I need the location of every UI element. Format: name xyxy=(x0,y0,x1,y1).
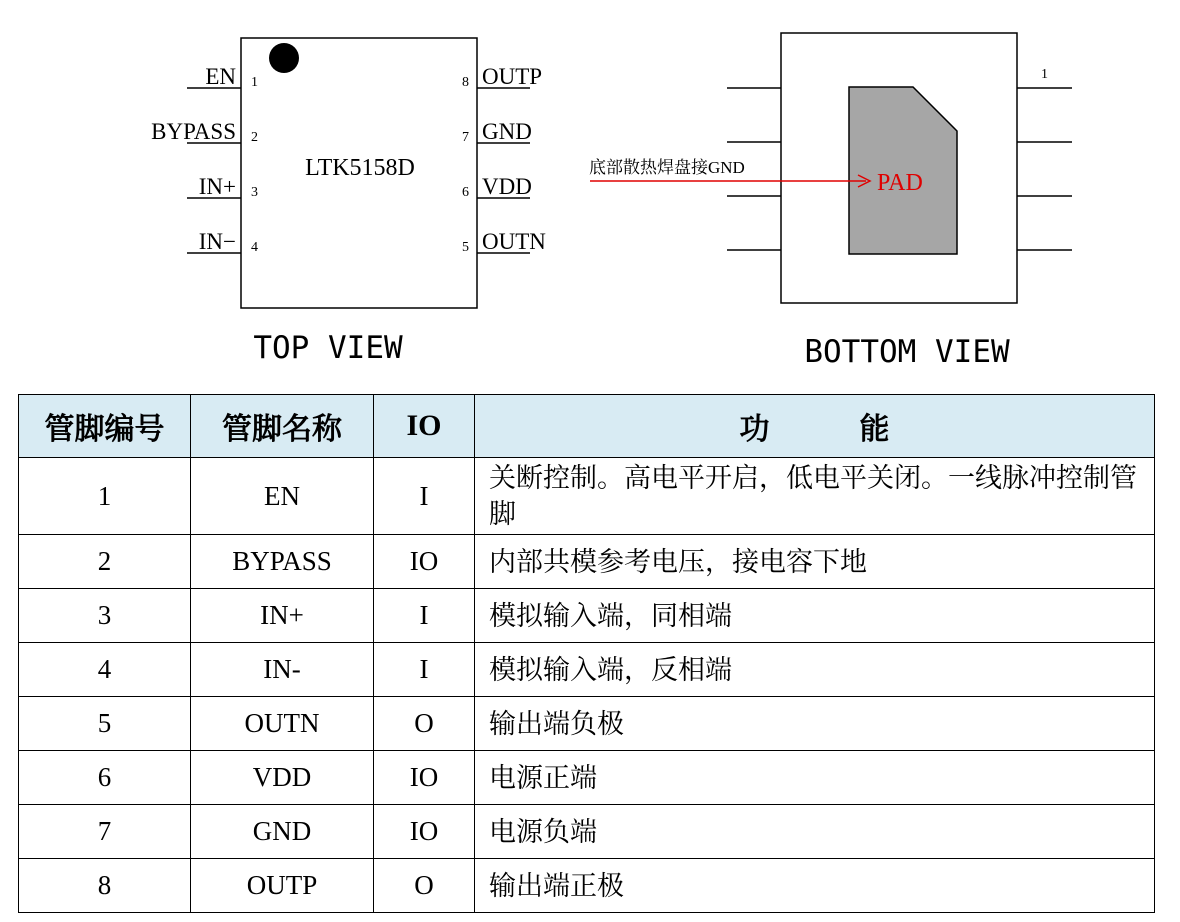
table-row xyxy=(19,643,1155,697)
bottom-view xyxy=(589,33,1072,370)
cell-pin-name: VDD xyxy=(191,751,374,805)
pin-name: OUTN xyxy=(482,229,546,254)
header-function-b: 能 xyxy=(859,413,890,446)
cell-function: 输出端负极 xyxy=(475,697,1155,751)
cell-pin-name: BYPASS xyxy=(191,535,374,589)
cell-pin-number: 5 xyxy=(19,697,191,751)
pin1-label: 1 xyxy=(1041,67,1048,82)
cell-function: 内部共模参考电压，接电容下地 xyxy=(475,535,1155,589)
pin-number: 5 xyxy=(462,240,469,255)
pin-name: OUTP xyxy=(482,64,543,89)
cell-pin-name: EN xyxy=(191,458,374,535)
cell-io: I xyxy=(374,643,475,697)
cell-function: 关断控制。高电平开启，低电平关闭。一线脉冲控制管脚 xyxy=(475,458,1155,535)
cell-pin-number: 3 xyxy=(19,589,191,643)
pin-number: 4 xyxy=(251,240,258,255)
table-row xyxy=(19,458,1155,535)
cell-io: IO xyxy=(374,751,475,805)
header-pin-number: 管脚编号 xyxy=(19,395,191,458)
cell-pin-name: GND xyxy=(191,805,374,859)
cell-pin-name: OUTN xyxy=(191,697,374,751)
pin-number: 6 xyxy=(462,185,469,200)
header-function xyxy=(475,395,1155,458)
pad-label: PAD xyxy=(877,170,923,196)
pin-number: 2 xyxy=(251,130,258,145)
table-row xyxy=(19,697,1155,751)
pin-name: EN xyxy=(205,64,236,89)
cell-io: I xyxy=(374,589,475,643)
pin-name: IN− xyxy=(198,229,236,254)
pin-name: BYPASS xyxy=(151,119,236,144)
table-row xyxy=(19,859,1155,913)
header-io: IO xyxy=(374,395,475,458)
header-function-a: 功 xyxy=(739,413,770,446)
bottom-view-caption: BOTTOM VIEW xyxy=(804,334,1010,370)
cell-pin-name: IN- xyxy=(191,643,374,697)
table-row xyxy=(19,589,1155,643)
pin-name: IN+ xyxy=(198,174,236,199)
table-row xyxy=(19,751,1155,805)
pin-number: 3 xyxy=(251,185,258,200)
cell-pin-number: 1 xyxy=(19,458,191,535)
top-view xyxy=(151,38,546,366)
pin1-marker-dot xyxy=(269,43,299,73)
cell-io: I xyxy=(374,458,475,535)
cell-pin-number: 6 xyxy=(19,751,191,805)
cell-pin-number: 7 xyxy=(19,805,191,859)
cell-function: 输出端正极 xyxy=(475,859,1155,913)
cell-pin-name: IN+ xyxy=(191,589,374,643)
cell-pin-number: 2 xyxy=(19,535,191,589)
cell-io: O xyxy=(374,859,475,913)
cell-io: IO xyxy=(374,535,475,589)
chip-label: LTK5158D xyxy=(305,155,415,181)
pin-name: VDD xyxy=(482,174,532,199)
table-row xyxy=(19,535,1155,589)
cell-pin-number: 4 xyxy=(19,643,191,697)
cell-pin-number: 8 xyxy=(19,859,191,913)
top-view-caption: TOP VIEW xyxy=(253,330,403,366)
header-pin-name: 管脚名称 xyxy=(191,395,374,458)
cell-function: 模拟输入端，反相端 xyxy=(475,643,1155,697)
pad-annotation: 底部散热焊盘接GND xyxy=(589,158,745,177)
cell-io: O xyxy=(374,697,475,751)
table-header-row xyxy=(19,395,1155,458)
pin-name: GND xyxy=(482,119,532,144)
cell-pin-name: OUTP xyxy=(191,859,374,913)
pin-number: 8 xyxy=(462,75,469,90)
cell-function: 模拟输入端，同相端 xyxy=(475,589,1155,643)
pin-description-table xyxy=(18,394,1155,913)
pin-number: 1 xyxy=(251,75,258,90)
cell-function: 电源正端 xyxy=(475,751,1155,805)
cell-function: 电源负端 xyxy=(475,805,1155,859)
table-row xyxy=(19,805,1155,859)
cell-io: IO xyxy=(374,805,475,859)
pinout-diagram xyxy=(0,0,1180,390)
pin-number: 7 xyxy=(462,130,469,145)
